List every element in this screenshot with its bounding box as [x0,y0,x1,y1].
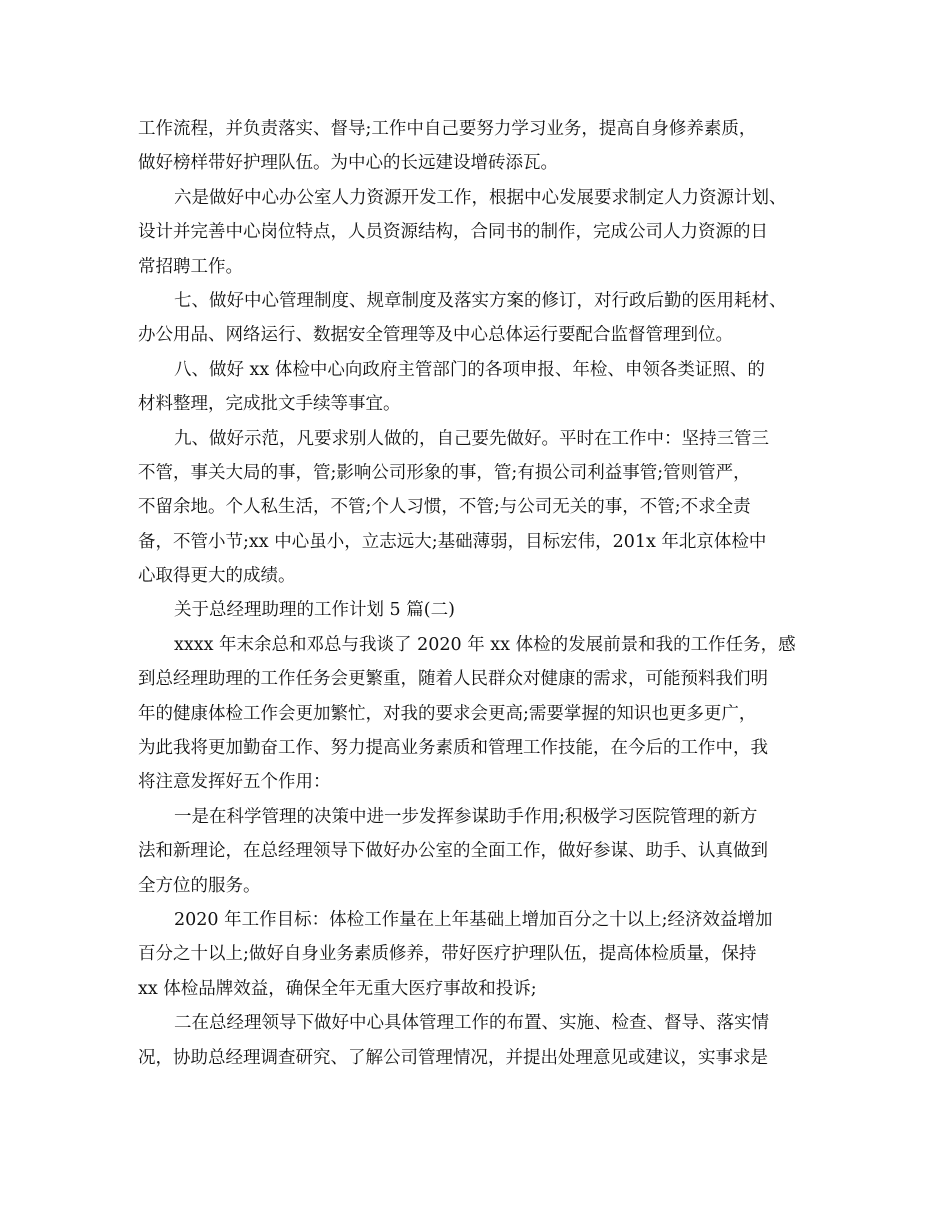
text-line: 材料整理，完成批文手续等事宜。 [138,394,401,415]
text-line: 备，不管小节;xx 中心虽小，立志远大;基础薄弱，目标宏伟，201x 年北京体检中 [138,531,767,552]
text-line: 七、做好中心管理制度、规章制度及落实方案的修订，对行政后勤的医用耗材、 [174,290,787,311]
text-line: 八、做好 xx 体检中心向政府主管部门的各项申报、年检、申领各类证照、的 [174,359,765,380]
text-line: 2020 年工作目标：体检工作量在上年基础上增加百分之十以上;经济效益增加 [174,909,773,930]
text-line: 设计并完善中心岗位特点，人员资源结构，合同书的制作，完成公司人力资源的日 [138,222,768,243]
text-line: 做好榜样带好护理队伍。为中心的长远建设增砖添瓦。 [138,153,558,174]
text-line: 关于总经理助理的工作计划 5 篇(二) [174,600,455,621]
text-line: 六是做好中心办公室人力资源开发工作，根据中心发展要求制定人力资源计划、 [174,187,787,208]
text-line: 二在总经理领导下做好中心具体管理工作的布置、实施、检查、督导、落实情 [174,1013,769,1034]
text-line: 况，协助总经理调查研究、了解公司管理情况，并提出处理意见或建议，实事求是 [138,1047,768,1068]
text-line: 到总经理助理的工作任务会更繁重，随着人民群众对健康的需求，可能预料我们明 [138,669,768,690]
text-line: 年的健康体检工作会更加繁忙，对我的要求会更高;需要掌握的知识也更多更广， [138,703,757,724]
text-line: 一是在科学管理的决策中进一步发挥参谋助手作用;积极学习医院管理的新方 [174,806,758,827]
document-body [138,112,820,1075]
text-line: 不管，事关大局的事，管;影响公司形象的事，管;有损公司利益事管;管则管严， [138,462,751,483]
text-line: 为此我将更加勤奋工作、努力提高业务素质和管理工作技能，在今后的工作中，我 [138,738,768,759]
text-line: 工作流程，并负责落实、督导;工作中自己要努力学习业务，提高自身修养素质， [138,119,757,139]
text-line: 将注意发挥好五个作用： [138,772,331,793]
text-line: 心取得更大的成绩。 [138,566,296,587]
text-line: 九、做好示范，凡要求别人做的，自己要先做好。平时在工作中：坚持三管三 [174,428,769,449]
text-line: xx 体检品牌效益，确保全年无重大医疗事故和投诉; [138,978,537,999]
text-line: 全方位的服务。 [138,875,261,896]
text-line: 不留余地。个人私生活，不管;个人习惯，不管;与公司无关的事，不管;不求全责 [138,497,751,518]
text-line: xxxx 年末余总和邓总与我谈了 2020 年 xx 体检的发展前景和我的工作任务，感 [174,634,796,655]
text-line: 办公用品、网络运行、数据安全管理等及中心总体运行要配合监督管理到位。 [138,325,733,346]
text-line: 百分之十以上;做好自身业务素质修养，带好医疗护理队伍，提高体检质量，保持 [138,944,757,965]
text-line: 常招聘工作。 [138,256,243,277]
text-line: 法和新理论，在总经理领导下做好办公室的全面工作，做好参谋、助手、认真做到 [138,841,768,862]
